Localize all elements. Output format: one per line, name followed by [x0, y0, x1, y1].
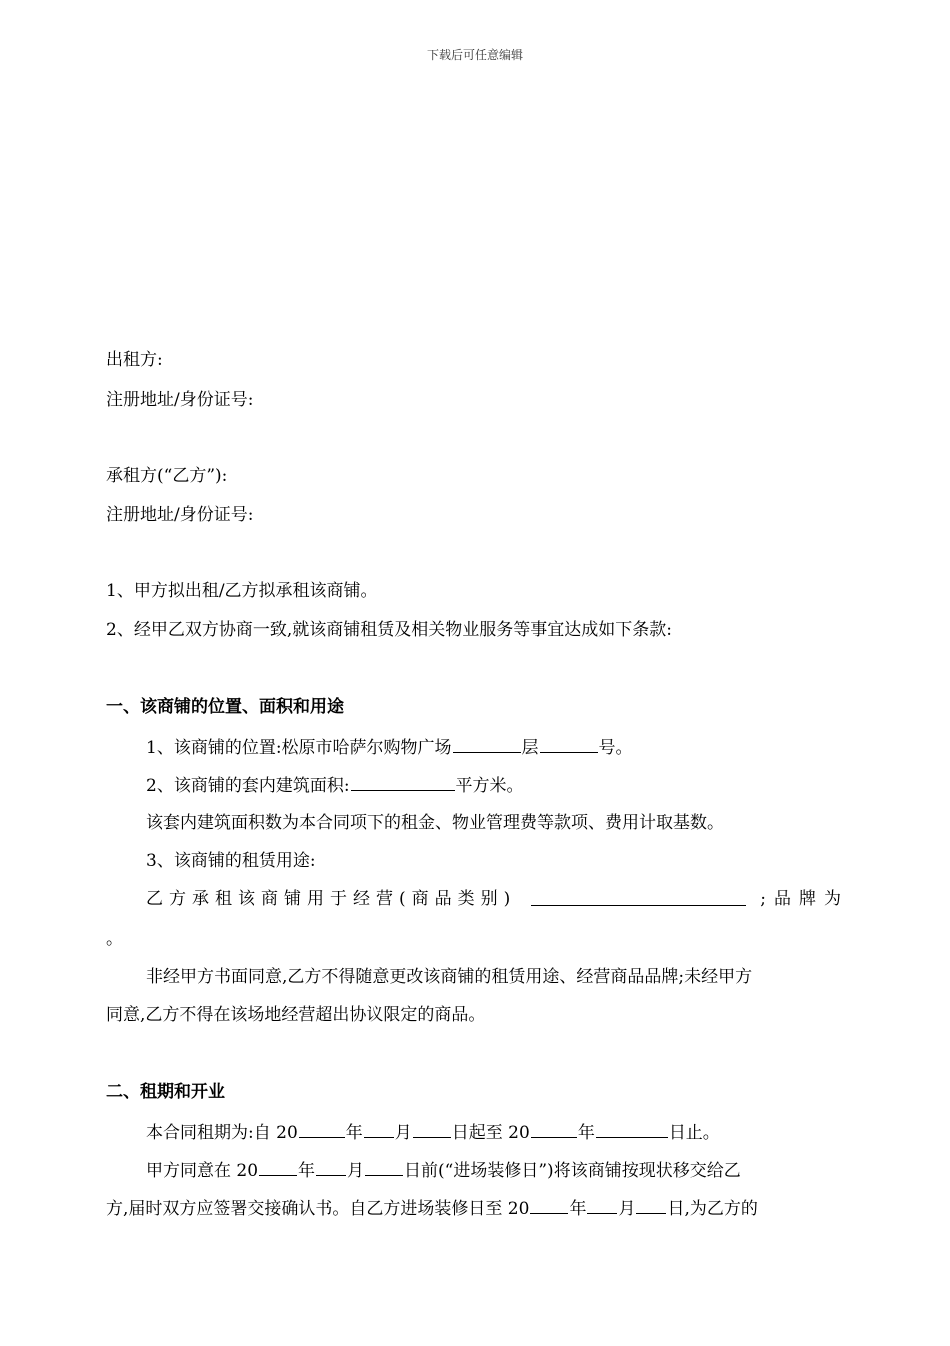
term-end-day-blank[interactable]	[596, 1120, 668, 1138]
lessor-label: 出租方:	[106, 350, 163, 370]
handover-line-2	[106, 1196, 758, 1220]
intro-paragraph-1: 1、甲方拟出租/乙方拟承租该商铺。	[106, 581, 378, 601]
term-end-year-blank[interactable]	[531, 1120, 577, 1138]
use-text-a: 乙方承租该商铺用于经营(商品类别)	[146, 889, 517, 909]
intro-paragraph-2: 2、经甲乙双方协商一致,就该商铺租赁及相关物业服务等事宜达成如下条款:	[106, 620, 672, 640]
section-1-title: 一、该商铺的位置、面积和用途	[106, 697, 344, 717]
area-text: 2、该商铺的套内建筑面积:	[146, 776, 350, 796]
renovation-year-blank[interactable]	[530, 1196, 568, 1214]
handover-1c: 月	[347, 1161, 365, 1181]
term-e: 年	[577, 1123, 595, 1143]
number-blank[interactable]	[540, 735, 598, 753]
term-d: 日起至 20	[451, 1123, 530, 1143]
use-label: 3、该商铺的租赁用途:	[146, 851, 316, 871]
term-year-blank[interactable]	[299, 1120, 345, 1138]
handover-line-1	[146, 1158, 741, 1182]
restriction-line-1: 非经甲方书面同意,乙方不得随意更改该商铺的租赁用途、经营商品品牌;未经甲方	[146, 967, 753, 987]
handover-1a: 甲方同意在 20	[146, 1161, 259, 1181]
renovation-day-blank[interactable]	[636, 1196, 666, 1214]
area-unit: 平方米。	[455, 776, 524, 796]
term-month-blank[interactable]	[364, 1120, 394, 1138]
number-label: 号。	[598, 738, 633, 758]
term-f: 日止。	[668, 1123, 720, 1143]
handover-day-blank[interactable]	[365, 1158, 403, 1176]
area-blank[interactable]	[351, 773, 455, 791]
renovation-month-blank[interactable]	[587, 1196, 617, 1214]
handover-2c: 月	[618, 1199, 636, 1219]
lessor-address: 注册地址/身份证号:	[106, 390, 254, 410]
term-a: 本合同租期为:自 20	[146, 1123, 298, 1143]
section-2-title: 二、租期和开业	[106, 1082, 225, 1102]
handover-1d: 日前(“进场装修日”)将该商铺按现状移交给乙	[404, 1161, 741, 1181]
lessee-label: 承租方(“乙方”):	[106, 466, 228, 486]
lease-term	[146, 1120, 720, 1144]
term-c: 月	[394, 1123, 412, 1143]
floor-blank[interactable]	[453, 735, 521, 753]
handover-2b: 年	[569, 1199, 587, 1219]
header-note: 下载后可任意编辑	[426, 48, 523, 62]
lessee-address: 注册地址/身份证号:	[106, 505, 254, 525]
area-note: 该套内建筑面积数为本合同项下的租金、物业管理费等款项、费用计取基数。	[146, 813, 724, 833]
category-blank[interactable]	[531, 888, 746, 906]
location-text: 1、该商铺的位置:松原市哈萨尔购物广场	[146, 738, 452, 758]
handover-2d: 日,为乙方的	[667, 1199, 758, 1219]
use-text	[146, 888, 849, 910]
restriction-line-2: 同意,乙方不得在该场地经营超出协议限定的商品。	[106, 1005, 486, 1025]
handover-1b: 年	[298, 1161, 316, 1181]
floor-label: 层	[521, 738, 539, 758]
handover-2a: 方,届时双方应签署交接确认书。自乙方进场装修日至 20	[106, 1199, 530, 1219]
shop-area	[146, 773, 524, 797]
use-text-b: ;品牌为	[760, 889, 849, 909]
term-b: 年	[345, 1123, 363, 1143]
term-day-blank[interactable]	[413, 1120, 451, 1138]
handover-month-blank[interactable]	[316, 1158, 346, 1176]
handover-year-blank[interactable]	[259, 1158, 297, 1176]
shop-location	[146, 735, 633, 759]
use-end: 。	[106, 929, 123, 949]
